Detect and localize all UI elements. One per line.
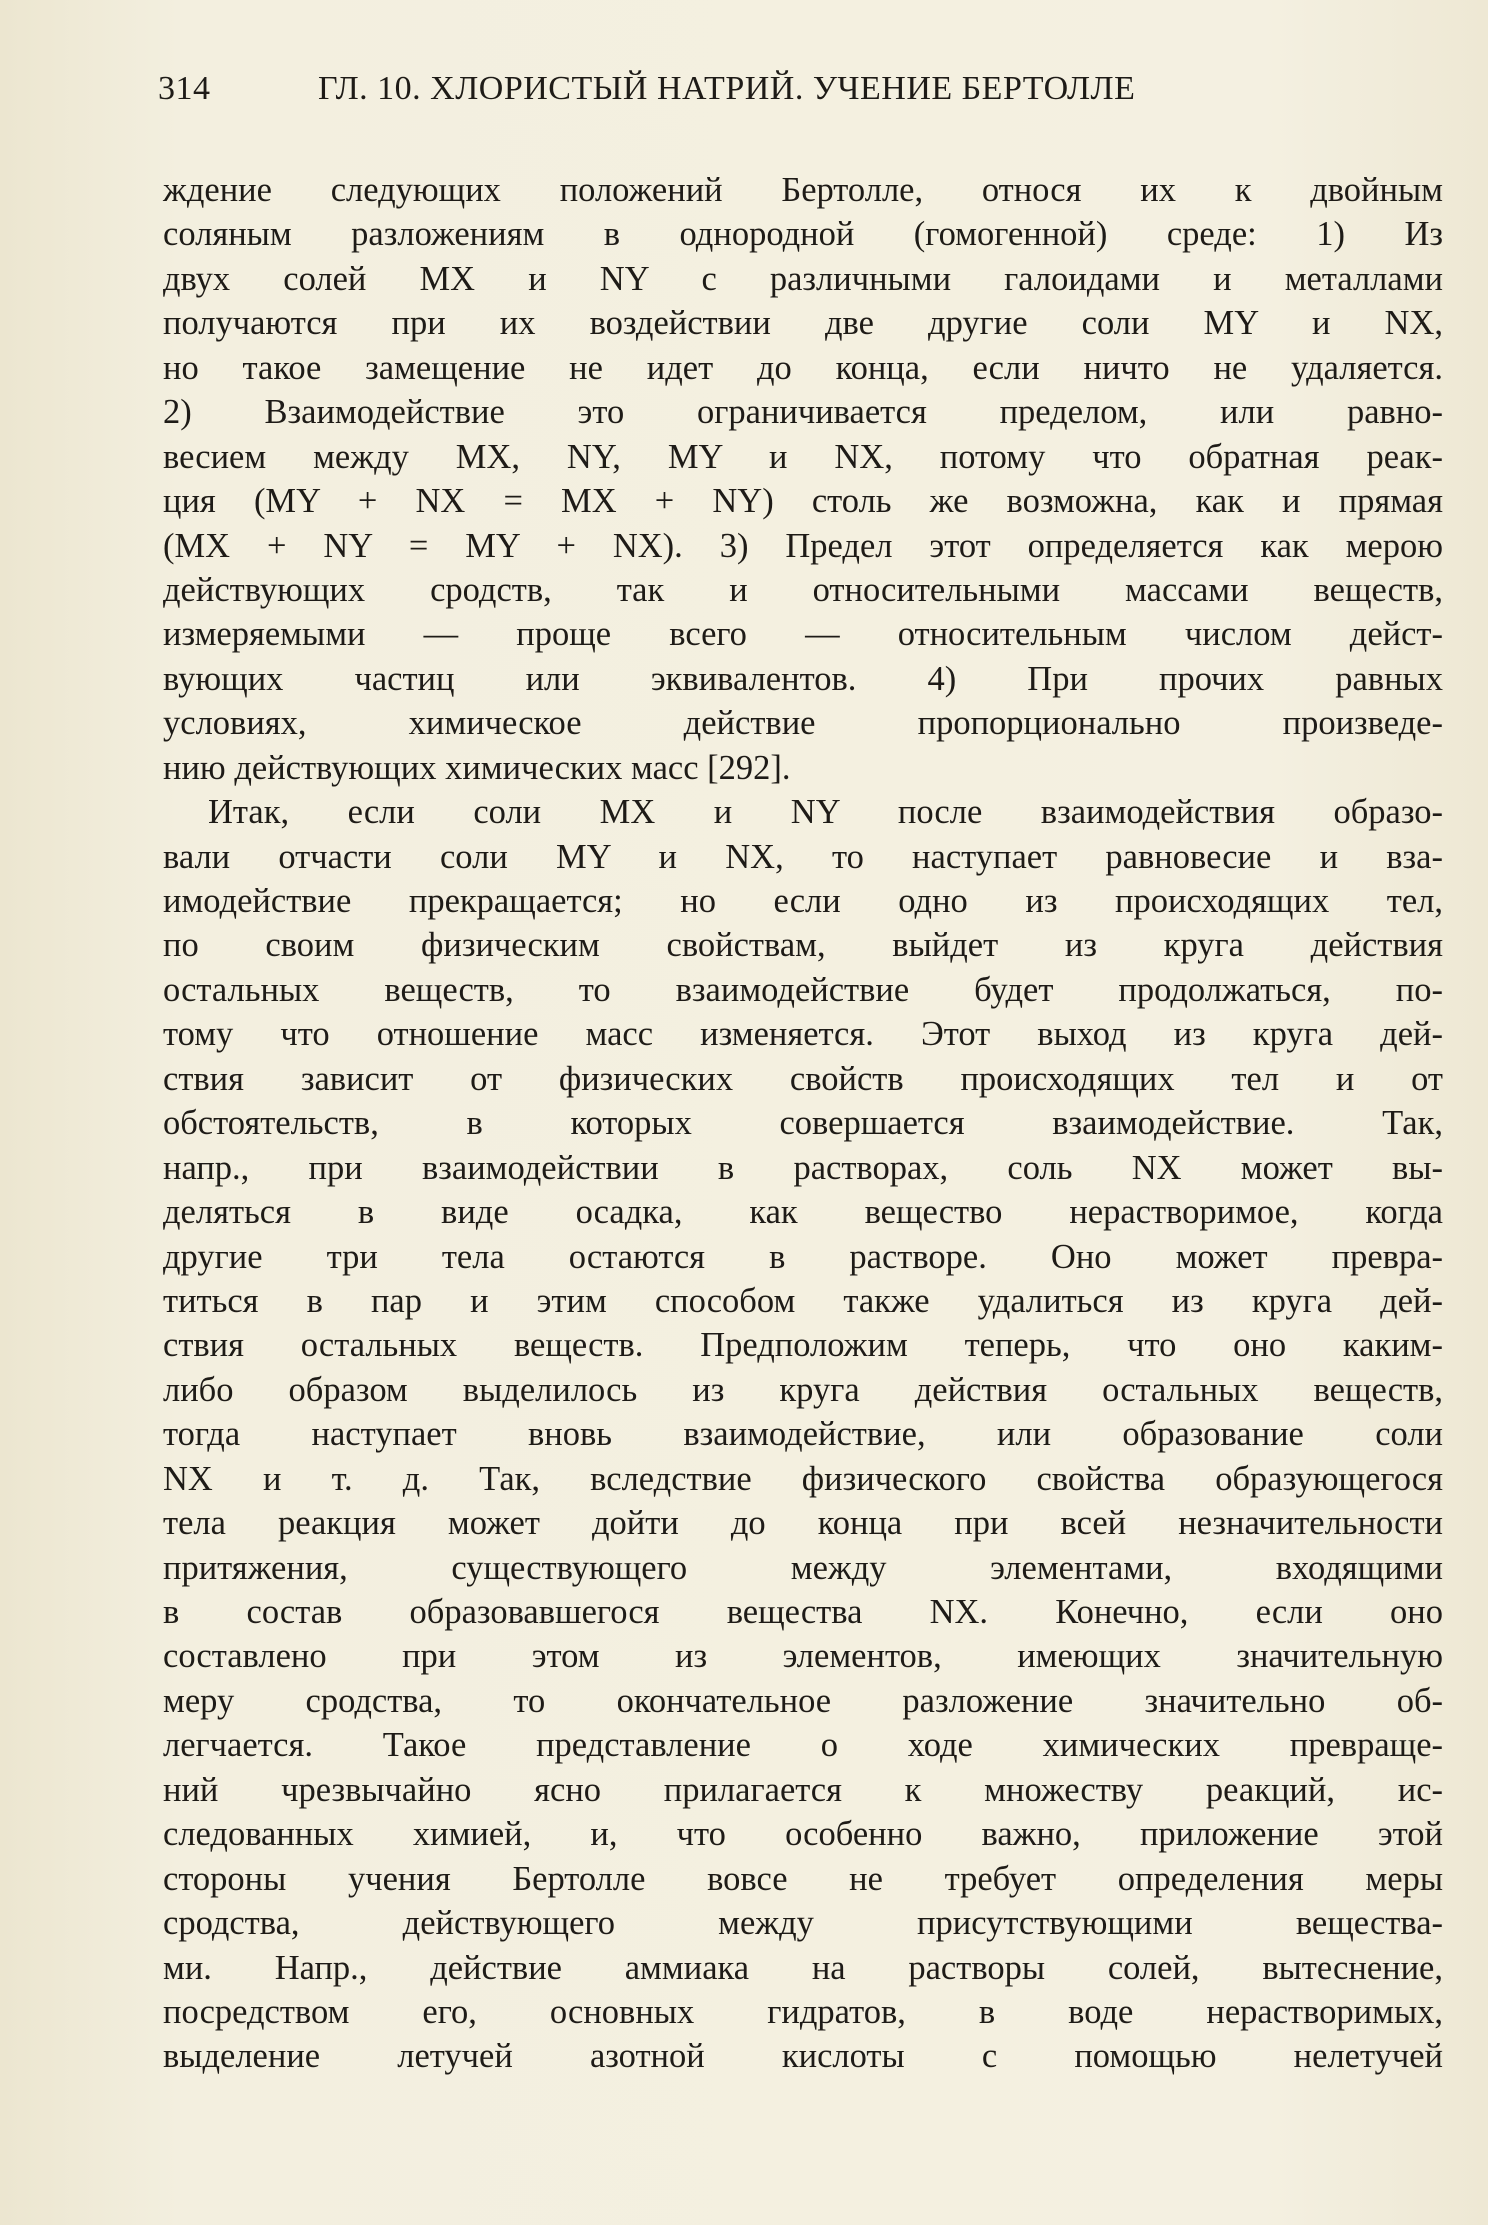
- text-line: ждение следующих положений Бертолле, относя их к двойным: [163, 171, 1443, 209]
- text-line: остальных веществ, то взаимодействие будет продолжаться, по-: [163, 970, 1443, 1009]
- paragraph-start-line: Итак, если соли MX и NY после взаимодействия образо-: [208, 793, 1443, 832]
- text-line: легчается. Такое представление о ходе химических превраще-: [163, 1726, 1443, 1765]
- text-line: составлено при этом из элементов, имеющих значительную: [163, 1637, 1443, 1676]
- text-line: действующих сродств, так и относительными массами веществ,: [163, 570, 1443, 609]
- text-line: ми. Напр., действие аммиака на растворы солей, вытеснение,: [163, 1948, 1443, 1987]
- text-line: следованных химией, и, что особенно важно, приложение этой: [163, 1815, 1443, 1854]
- text-line: другие три тела остаются в растворе. Оно может превра-: [163, 1237, 1443, 1276]
- text-line: по своим физическим свойствам, выйдет из круга действия: [163, 926, 1443, 965]
- text-line: 2) Взаимодействие это ограничивается пределом, или равно-: [163, 393, 1443, 432]
- text-line: весием между MX, NY, MY и NX, потому что обратная реак-: [163, 437, 1443, 476]
- text-line: имодействие прекращается; но если одно из происходящих тел,: [163, 882, 1443, 920]
- text-line: титься в пар и этим способом также удалиться из круга дей-: [163, 1281, 1443, 1320]
- text-line: ний чрезвычайно ясно прилагается к множеству реакций, ис-: [163, 1770, 1443, 1809]
- text-line: сродства, действующего между присутствующими вещества-: [163, 1904, 1443, 1943]
- text-line: обстоятельств, в которых совершается взаимодействие. Так,: [163, 1104, 1443, 1143]
- text-line: вующих частиц или эквивалентов. 4) При прочих равных: [163, 659, 1443, 698]
- text-line: либо образом выделилось из круга действия остальных веществ,: [163, 1370, 1443, 1409]
- text-line: вали отчасти соли MY и NX, то наступает равновесие и вза-: [163, 837, 1443, 876]
- page-header: [158, 70, 1278, 118]
- text-line: посредством его, основных гидратов, в воде нерастворимых,: [163, 1992, 1443, 2031]
- text-line: измеряемыми — проще всего — относительным числом дейст-: [163, 615, 1443, 654]
- text-line: меру сродства, то окончательное разложение значительно об-: [163, 1681, 1443, 1720]
- text-line: притяжения, существующего между элементами, входящими: [163, 1548, 1443, 1587]
- running-head: ГЛ. 10. ХЛОРИСТЫЙ НАТРИЙ. УЧЕНИЕ БЕРТОЛЛЕ: [318, 70, 1136, 107]
- text-line: стороны учения Бертолле вовсе не требует определения меры: [163, 1859, 1443, 1898]
- text-line: в состав образовавшегося вещества NX. Конечно, если оно: [163, 1593, 1443, 1631]
- text-line: двух солей MX и NY с различными галоидами и металлами: [163, 259, 1443, 298]
- text-line: условиях, химическое действие пропорционально произведе-: [163, 704, 1443, 743]
- body-text: [163, 168, 1443, 2079]
- text-line: получаются при их воздействии две другие соли MY и NX,: [163, 304, 1443, 343]
- text-line: NX и т. д. Так, вследствие физического свойства образующегося: [163, 1459, 1443, 1498]
- text-line: тогда наступает вновь взаимодействие, или образование соли: [163, 1415, 1443, 1454]
- text-line: ция (MY + NX = MX + NY) столь же возможна, как и прямая: [163, 482, 1443, 521]
- page-number: 314: [158, 70, 211, 107]
- text-line: ствия остальных веществ. Предположим теперь, что оно каким-: [163, 1326, 1443, 1365]
- text-line: тела реакция может дойти до конца при всей незначительности: [163, 1504, 1443, 1543]
- text-line: тому что отношение масс изменяется. Этот выход из круга дей-: [163, 1015, 1443, 1054]
- text-line: но такое замещение не идет до конца, если ничто не удаляется.: [163, 348, 1443, 387]
- text-line: выделение летучей азотной кислоты с помощью нелетучей: [163, 2037, 1443, 2076]
- text-line: ствия зависит от физических свойств происходящих тел и от: [163, 1059, 1443, 1098]
- text-line: соляным разложениям в однородной (гомогенной) среде: 1) Из: [163, 215, 1443, 254]
- text-line: напр., при взаимодействии в растворах, соль NX может вы-: [163, 1148, 1443, 1187]
- text-line: (MX + NY = MY + NX). 3) Предел этот определяется как мерою: [163, 526, 1443, 565]
- text-line: деляться в виде осадка, как вещество нерастворимое, когда: [163, 1193, 1443, 1232]
- paragraph-end-line: нию действующих химических масс [292].: [163, 748, 791, 787]
